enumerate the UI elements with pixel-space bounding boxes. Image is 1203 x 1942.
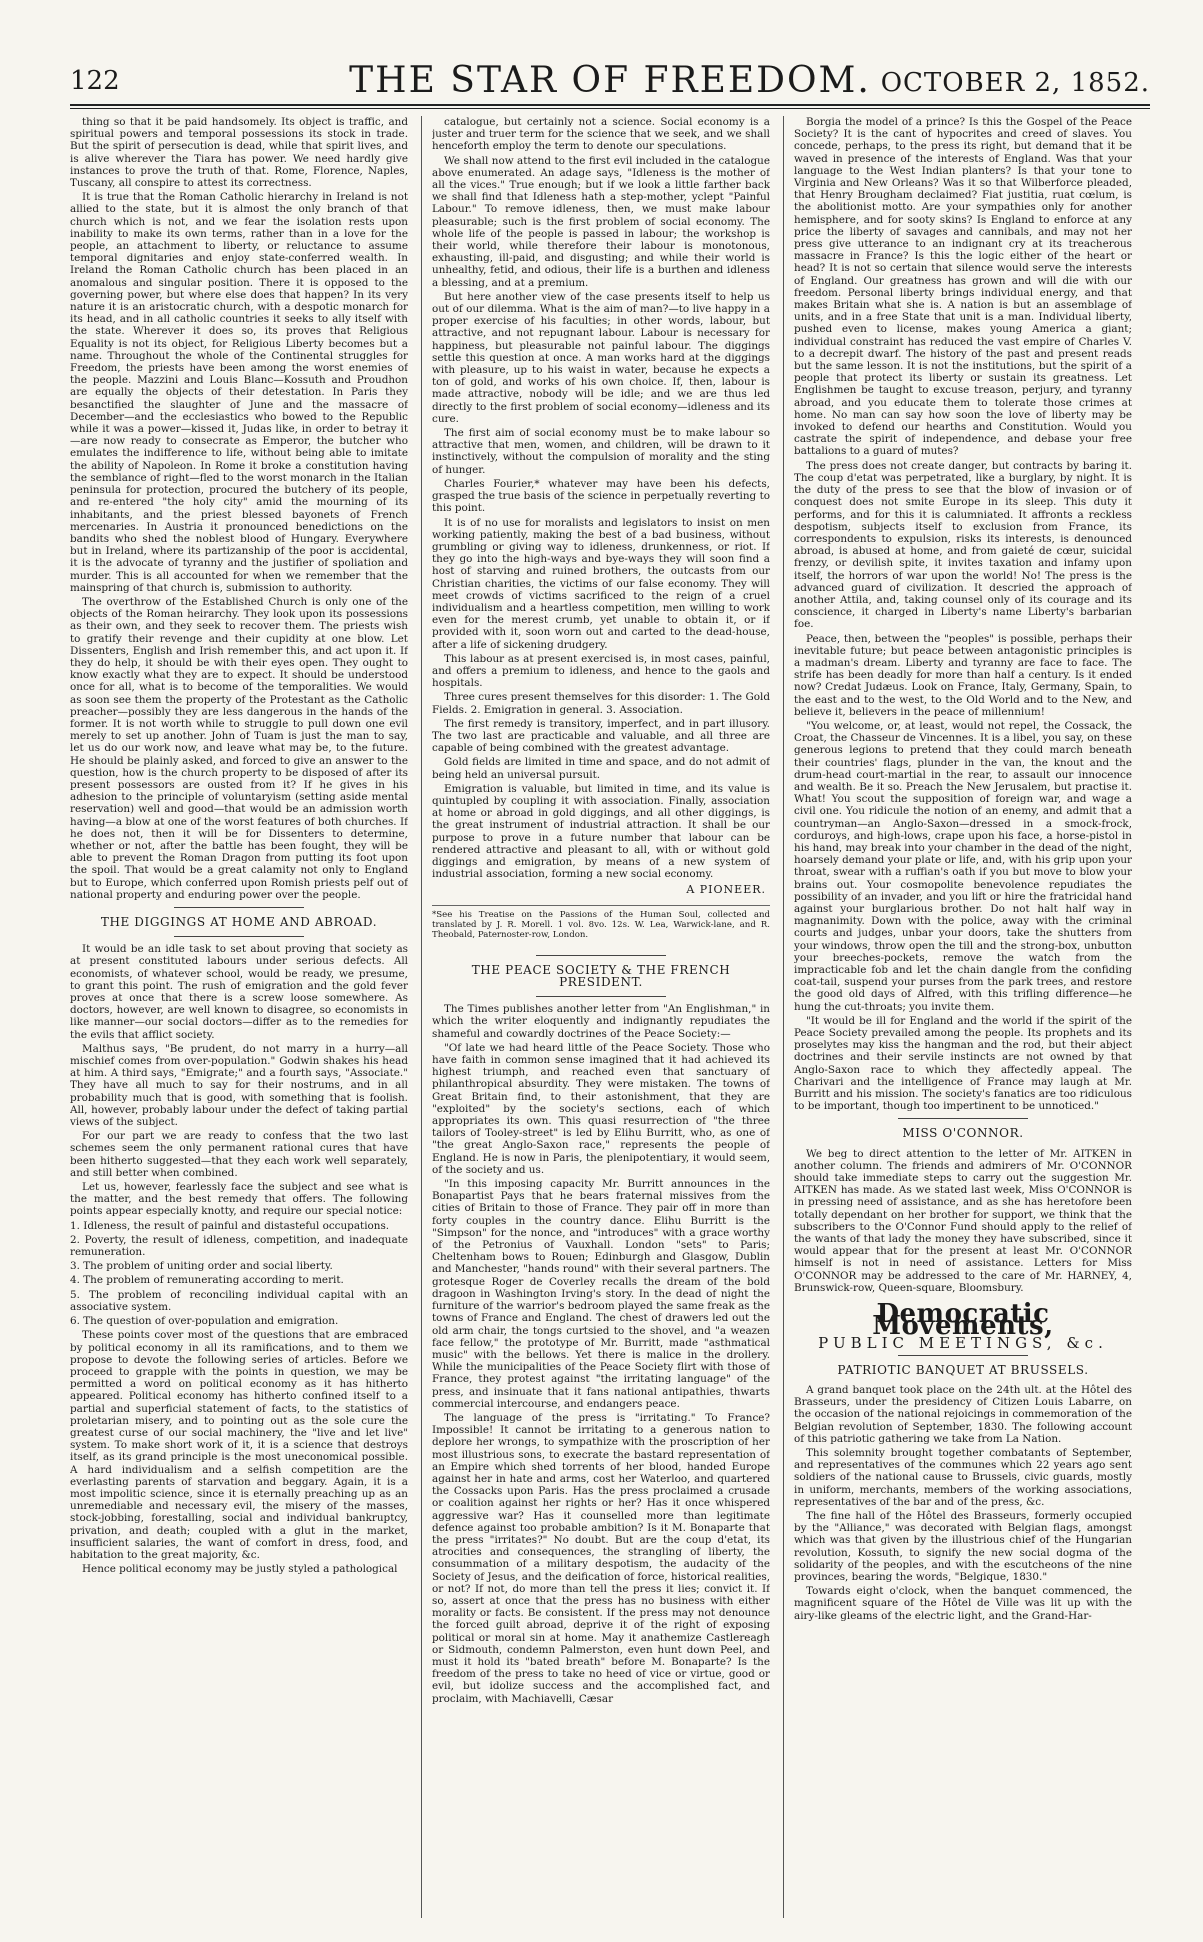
list-item: 5. The problem of reconciling individual capital with an associative system.	[70, 1288, 408, 1313]
paragraph: The first aim of social economy must be to make labour so attractive that men, women, and children, will be drawn to it instinctively, without the compulsion of morality and the sting of hunger.	[432, 427, 770, 476]
masthead-title: THE STAR OF FREEDOM.	[349, 60, 871, 101]
paragraph: "You welcome, or, at least, would not repel, the Cossack, the Croat, the Chasseur de Vincennes. It is a libel, you say, on these generous legions to pretend that they could march beneath their countries' flags, plunder in the van, the knout and the drum-head court-martial in the rear, to assault our innocence and wealth. Be it so. Preach the New Jerusalem, but practise it. What! You scout the supposition of foreign war, and wage a civil one. You ridicule the notion of an enemy, and admit that a countryman—an Anglo-Saxon—dressed in a smock-frock, corduroys, and high-lows, crape upon his face, a horse-pistol in his hand, may break into your chamber in the dead of the night, hoarsely demand your plate or life, and, with his grip upon your throat, swear with a ruffian's oath if you but move to blow your brains out. Your cosmopolite benevolence repudiates the possibility of an invader, and you lift or hire the fratricidal hand against your burglarious brother. Do not halt half way in magnanimity. Down with the police, away with the criminal courts and judges, unbar your doors, take the shutters from your windows, throw open the till and the strong-box, unbutton your breeches-pockets, remove the watch from the impracticable fob and let the chain dangle from the confiding coat-tail, suspend your purses from the park trees, and restore the good old days of Alfred, with this trifling difference—he hung the cut-throats; you invite them.	[794, 719, 1132, 1013]
paragraph: Borgia the model of a prince? Is this the Gospel of the Peace Society? It is the cant of hypocrites and creed of slaves. You concede, perhaps, to the press its right, but demand that it be waved in presence of the interests of England. Was that your language to the West Indian planters? Is that your tone to Virginia and New Orleans? Was it so that Wilberforce pleaded, that Henry Brougham declaimed? Fiat justitia, ruat cœlum, is the abolitionist motto. Are your sympathies only for another hemisphere, and for sooty skins? Is England to enforce at any price the liberty of savages and cannibals, and may not her press give utterance to an indignant cry at its treacherous massacre in France? Is this the logic either of the heart or head? It is not so certain that silence would serve the interests of England. Our greatness has grown and will die with our freedom. Personal liberty brings individual energy, and that makes Britain what she is. A nation is but an assemblage of units, and in a free State that unit is a man. Individual liberty, pushed even to license, makes young America a giant; individual constraint has reduced the vast empire of Charles V. to a decrepit dwarf. The history of the past and present reads but the same lesson. It is not the institutions, but the spirit of a people that protect its liberty or sustain its greatness. Let Englishmen be taught to excuse treason, perjury, and tyranny abroad, and you educate them to tolerate those crimes at home. No man can say how soon the love of liberty may be invoked to defend our hearths and Constitution. Would you castrate the spirit of independence, and debase your free battalions to a guard of mutes?	[794, 116, 1132, 458]
section-rule	[536, 955, 666, 956]
paragraph: But here another view of the case presents itself to help us out of our dilemma. What is the aim of man?—to live happy in a proper exercise of his faculties; in other words, labour, but attractive, and not repugnant labour. Labour is necessary for happiness, but pleasurable not painful labour. The diggings settle this question at once. A man works hard at the diggings with pleasure, up to his waist in water, because he expects a ton of gold, and works of his own choice. If, then, labour is made attractive, nobody will be idle; and we are thus led directly to the first problem of social economy—idleness and its cure.	[432, 290, 770, 425]
paragraph: "In this imposing capacity Mr. Burritt announces in the Bonapartist Pays that he bears fraternal missives from the cities of Britain to those of France. They pair off in more than forty couples in the country dance. Elihu Burritt is the "Simpson" for the nonce, and "introduces" with a grace worthy of the Petronius of Vauxhall. London "sets" to Paris; Cheltenham bows to Rouen; Edinburgh and Glasgow, Dublin and Manchester, "hands round" with their several partners. The grotesque Roger de Coverley recalls the dream of the bold dragoon in Washington Irving's story. In the dead of night the furniture of the warrior's bedroom played the same freak as the towns of France and England. The chest of drawers led out the old arm chair, the tongs curtsied to the shovel, and "a weazen face fellow," the prototype of Mr. Burritt, made "asthmatical music" with the bellows. Yet there is malice in the drollery. While the municipalities of the Peace Society flirt with those of France, they protest against "the irritating language" of the press, and insinuate that it fans national antipathies, thwarts commercial intercourse, and endangers peace.	[432, 1178, 770, 1410]
paragraph: A grand banquet took place on the 24th ult. at the Hôtel des Brasseurs, under the presidency of Citizen Louis Labarre, on the occasion of the national rejoicings in commemoration of the Belgian revolution of September, 1830. The following account of this patriotic gathering we take from La Nation.	[794, 1383, 1132, 1445]
section-rule	[536, 996, 666, 997]
paragraph: We shall now attend to the first evil included in the catalogue above enumerated. An adage says, "Idleness is the mother of all the vices." True enough; but if we look a little farther back we shall find that Idleness hath a step-mother, yclept "Painful Labour." To remove idleness, then, we must make labour pleasurable; such is the first problem of social economy. The whole life of the people is passed in labour; the workshop is their world, while therefore their labour is monotonous, exhausting, ill-paid, and disgusting; and while their world is unhealthy, fetid, and odious, their life is a burthen and idleness a blessing, and at a premium.	[432, 154, 770, 289]
paragraph: We beg to direct attention to the letter of Mr. AITKEN in another column. The friends and admirers of Mr. O'CONNOR should take immediate steps to carry out the suggestion Mr. AITKEN has made. As we stated last week, Miss O'CONNOR is in pressing need of assistance, and as she has heretofore been totally dependant on her brother for support, we think that the subscribers to the O'Connor Fund should apply to the relief of the wants of that lady the money they have subscribed, since it would appear that for the present at least Mr. O'CONNOR himself is not in need of assistance. Letters for Miss O'CONNOR may be addressed to the care of Mr. HARNEY, 4, Brunswick-row, Queen-square, Bloomsbury.	[794, 1147, 1132, 1294]
paragraph: The first remedy is transitory, imperfect, and in part illusory. The two last are practicable and valuable, and all three are capable of being combined with the greatest advantage.	[432, 717, 770, 755]
issue-date: OCTOBER 2, 1852.	[880, 68, 1150, 98]
article-heading-diggings: THE DIGGINGS AT HOME AND ABROAD.	[100, 915, 378, 929]
paragraph: Charles Fourier,* whatever may have been his defects, grasped the true basis of the science in perpetually reverting to this point.	[432, 477, 770, 515]
problem-list	[70, 1220, 408, 1328]
paragraph: This labour as at present exercised is, in most cases, painful, and offers a premium to idleness, and hence to the gaols and hospitals.	[432, 652, 770, 690]
column-3	[794, 116, 1132, 1918]
paragraph: Emigration is valuable, but limited in time, and its value is quintupled by coupling it with association. Finally, association at home or abroad in gold diggings, and all other diggings, is the great instrument of industrial attraction. It shall be our purpose to prove in a future number that labour can be rendered attractive and pleasant to all, with or without gold diggings and emigration, by means of a new system of industrial association, forming a new social economy.	[432, 782, 770, 881]
page-header	[70, 58, 1150, 106]
paragraph: These points cover most of the questions that are embraced by political economy in all its ramifications, and to them we propose to devote the following series of articles. Before we proceed to grapple with the points in question, we may be permitted a word on political economy as it has hitherto appeared. Political economy has hitherto confined itself to a partial and superficial statement of facts, to the statistics of proletarian misery, and to pointing out as the sole cure the greatest curse of our social machinery, the "live and let live" system. To make short work of it, it is a science that destroys itself, as its grand principle is the most uneconomical possible. A hard individualism and a selfish competition are the everlasting parents of starvation and beggary. Again, it is a most impolitic science, since it is eternally preaching up as an unremediable and necessary evil, the misery of the masses, stock-jobbing, forestalling, social and individual bankruptcy, privation, and death; coupled with a glut in the market, insufficient salaries, the want of comfort in dress, food, and habitation to the great majority, &c.	[70, 1329, 408, 1561]
paragraph: The overthrow of the Established Church is only one of the objects of the Roman heirarchy. They look upon its possessions as their own, and they seek to recover them. The priests wish to gratify their revenge and their cupidity at one blow. Let Dissenters, English and Irish remember this, and act upon it. If they do help, it should be with their eyes open. They ought to know exactly what they are to expect. It should be understood once for all, what is to become of the temporalities. We would as soon see them the property of the Protestant as the Catholic preacher—possibly they are less dangerous in the hands of the former. It is not worth while to struggle to pull down one evil merely to set up another. John of Tuam is just the man to say, let us do our work now, and leave what may be, to the future. He should be plainly asked, and forced to give an answer to the question, how is the church property to be disposed of after its present possessors are ousted from it? If he gives in his adhesion to the principle of voluntaryism (setting aside mental reservation) well and good—that would be an admission worth having—a blow at one of the worst features of both churches. If he does not, then it will be for Dissenters to determine, whether or not, after the battle has been fought, they will be able to prevent the Roman Dragon from putting its foot upon the spoil. That would be a great calamity not only to England but to Europe, which conferred upon Romish priests pelf out of national property and enduring power over the people.	[70, 595, 408, 901]
column-divider	[421, 116, 422, 1918]
paragraph: This solemnity brought together combatants of September, and representatives of the communes which 22 years ago sent soldiers of the national cause to Brussels, civic guards, mostly in uniform, merchants, members of the working associations, representatives of the bar and of the press, &c.	[794, 1446, 1132, 1508]
section-heading-democratic-movements: Democratic Movements,	[872, 1299, 1054, 1342]
paragraph: Gold fields are limited in time and space, and do not admit of being held an universal pursuit.	[432, 756, 770, 781]
paragraph: Let us, however, fearlessly face the subject and see what is the matter, and the best remedy that offers. The following points appear especially knotty, and require our special notice:	[70, 1181, 408, 1218]
list-item: 1. Idleness, the result of painful and distasteful occupations.	[70, 1219, 390, 1232]
article-heading-banquet: PATRIOTIC BANQUET AT BRUSSELS.	[837, 1362, 1089, 1377]
header-rule	[70, 108, 1150, 109]
paragraph: The Times publishes another letter from "An Englishman," in which the writer eloquently and indignantly repudiates the shameful and cowardly doctrines of the Peace Society:—	[432, 1003, 770, 1040]
paragraph: It is true that the Roman Catholic hierarchy in Ireland is not allied to the state, but it is almost the only branch of that church which is not, and we fear the isolation rests upon inability to make its own terms, rather than in a love for the people, an attachment to liberty, or reluctance to assume temporal dignitaries and enjoy state-conferred wealth. In Ireland the Roman Catholic church has been placed in an anomalous and singular position. There it is opposed to the governing power, but where else does that happen? In its very nature it is an aristocratic church, with a despotic monarch for its head, and in all catholic countries it seeks to ally itself with the state. Wherever it does so, its proves that Religious Equality is not its object, for Religious Liberty becomes but a name. Throughout the whole of the Continental struggles for Freedom, the priests have been among the worst enemies of the people. Mazzini and Louis Blanc—Kossuth and Proudhon are equally the objects of their detestation. In Paris they besanctified the slaughter of June and the massacre of December—and the ecclesiastics who bowed to the Republic while it was a power—kissed it, Judas like, in order to betray it—are now ready to consecrate as Emperor, the butcher who emulates the indifference to life, without being able to imitate the ability of Napoleon. In Rome it broke a constitution having the semblance of right—fled to the worst monarch in the Italian peninsula for protection, procured the butchery of its people, and re-entered "the holy city" amid the mourning of its inhabitants, and the priest blessed bayonets of French mercenaries. In Austria it pronounced benedictions on the bandits who shed the noblest blood of Hungary. Everywhere but in Ireland, where its partizanship of the poor is accidental, it is the advocate of tyranny and the justifier of spoliation and murder. This is all accounted for when we remember that the mainspring of that church is, submission to authority.	[70, 191, 408, 594]
paragraph: thing so that it be paid handsomely. Its object is traffic, and spiritual powers and temporal possessions its stock in trade. But the spirit of persecution is dead, while that spirit lives, and is alive wherever the Tiara has power. We need hardly give instances to prove the truth of that. Rome, Florence, Naples, Tuscany, all conspire to attest its correctness.	[70, 116, 408, 190]
list-item: 3. The problem of uniting order and social liberty.	[70, 1260, 333, 1273]
section-subheading: PUBLIC MEETINGS, &c.	[818, 1333, 1108, 1352]
paragraph: The fine hall of the Hôtel des Brasseurs, formerly occupied by the "Alliance," was decorated with Belgian flags, amongst which was that given by the illustrious chief of the Hungarian revolution, Kossuth, to signify the new social dogma of the solidarity of the peoples, and with the escutcheons of the nine provinces, bearing the words, "Belgique, 1830."	[794, 1509, 1132, 1583]
paragraph: Hence political economy may be justly styled a pathological	[82, 1563, 398, 1576]
column-2	[432, 116, 770, 1918]
paragraph: Three cures present themselves for this disorder: 1. The Gold Fields. 2. Emigration in general. 3. Association.	[432, 691, 770, 716]
article-heading-peace-society: THE PEACE SOCIETY & THE FRENCH PRESIDENT.	[471, 962, 731, 990]
section-rule	[174, 936, 304, 937]
paragraph: Towards eight o'clock, when the banquet commenced, the magnificent square of the Hôtel de Ville was lit up with the airy-like gleams of the electric light, and the Grand-Har-	[794, 1585, 1132, 1622]
paragraph: It would be an idle task to set about proving that society as at present constituted labours under serious defects. All economists, of whatever school, would be ready, we presume, to grant this point. The rush of emigration and the gold fever proves at once that there is a screw loose somewhere. As doctors, however, are well known to disagree, so economists in like manner—our social doctors—differ as to the remedies for the evils that afflict society.	[70, 943, 408, 1041]
paragraph: For our part we are ready to confess that the two last schemes seem the only permanent rational cures that have been hitherto suggested—that they each work well separately, and still better when combined.	[70, 1130, 408, 1179]
paragraph: The language of the press is "irritating." To France? Impossible! It cannot be irritating to a generous nation to deplore her wrongs, to sympathize with the proscription of her most illustrious sons, to execrate the bastard representation of an Empire which shed torrents of her blood, handed Europe against her in hate and arms, cost her Waterloo, and quartered the Cossacks upon Paris. Has the press proclaimed a crusade or coalition against her rights or her? Has it once whispered aggressive war? Has it counselled more than legitimate defence against too probable ambition? Is it M. Bonaparte that the press "irritates?" No doubt. But are the coup d'etat, its atrocities and consequences, the strangling of liberty, the consummation of a military despotism, the audacity of the Society of Jesus, and the deification of force, historical realities, or not? If not, do more than tell the press it lies; convict it. If so, assert at once that the press has no business with either morality or facts. Be consistent. If the press may not denounce the forced guilt abroad, deprive it of the right of exposing political or moral sin at home. May it anathemize Castlereagh or Sidmouth, condemn Palmerston, even hunt down Peel, and must it hold its "bated breath" before M. Bonaparte? Is the freedom of the press to take no heed of vice or virtue, good or evil, but idolize success and the accomplished fact, and proclaim, with Machiavelli, Cæsar	[432, 1411, 770, 1705]
section-rule	[174, 907, 304, 908]
paragraph: catalogue, but certainly not a science. Social economy is a juster and truer term for the science that we seek, and we shall henceforth employ the term to denote our speculations.	[432, 116, 770, 153]
signature: A PIONEER.	[686, 883, 766, 897]
paragraph: Peace, then, between the "peoples" is possible, perhaps their inevitable future; but peace between antagonistic principles is a madman's dream. Liberty and tyranny are face to face. The strife has been deadly for more than half a century. Is it ended now? Credat Judæus. Look on France, Italy, Germany, Spain, to the east and to the west, to the Old World and to the New, and believe it, believers in the peace of millennium!	[794, 632, 1132, 718]
column-divider	[783, 116, 784, 1918]
list-item: 6. The question of over-population and emigration.	[70, 1315, 339, 1328]
paragraph: The press does not create danger, but contracts by baring it. The coup d'etat was perpetrated, like a burglary, by night. It is the duty of the press to see that the blow of invasion or of conquest does not smite Europe in its sleep. This duty it performs, and for this it is calumniated. It affronts a reckless despotism, subjects itself to exclusion from France, its correspondents to expulsion, risks its interests, is denounced abroad, is abused at home, and from gaieté de cœur, suicidal frenzy, or devilish spite, it invites taxation and infamy upon itself, the horrors of war upon the world! No! The press is the advanced guard of civilization. It descried the approach of another Attila, and, taking counsel only of its courage and its conscience, it charged in Liberty's name Liberty's barbarian foe.	[794, 459, 1132, 631]
paragraph: "It would be ill for England and the world if the spirit of the Peace Society prevailed among the people. Its prophets and its proselytes may kiss the hangman and the rod, but their abject doctrines and their servile instincts are not owned by that Anglo-Saxon race to which they affectedly appeal. The Charivari and the intelligence of France may laugh at Mr. Burritt and his mission. The society's fanatics are too ridiculous to be important, though too impertinent to be unnoticed."	[794, 1014, 1132, 1113]
paragraph: "Of late we had heard little of the Peace Society. Those who have faith in common sense imagined that it had achieved its highest triumph, and reached even that sanctuary of philanthropical absurdity. They were mistaken. The towns of Great Britain find, to their astonishment, that they are "exploited" by the society's sections, each of which appropriates its own. This quasi resurrection of "the three tailors of Tooley-street" is led by Elihu Burritt, who, as one of "the great Anglo-Saxon race," represents the people of England. He is now in Paris, the plenipotentiary, it would seem, of the society and us.	[432, 1041, 770, 1176]
footnote: *See his Treatise on the Passions of the Human Soul, collected and translated by J. R. Morell. 1 vol. 8vo. 12s. W. Lea, Warwick-lane, and R. Theobald, Paternoster-row, London.	[432, 905, 770, 941]
page-number: 122	[70, 66, 120, 96]
list-item: 4. The problem of remunerating according to merit.	[70, 1274, 344, 1287]
column-1	[70, 116, 408, 1918]
list-item: 2. Poverty, the result of idleness, competition, and inadequate remuneration.	[70, 1233, 408, 1259]
article-heading-oconnor: MISS O'CONNOR.	[902, 1126, 1024, 1141]
paragraph: It is of no use for moralists and legislators to insist on men working patiently, making the best of a bad business, without grumbling or giving way to idleness, drunkenness, or riot. If they go into the high-ways and bye-ways they will soon find a host of starving and ruined brothers, the outcasts from our Christian charities, the victims of our false economy. They will meet crowds of victims sacrificed to the reign of a cruel individualism and a heartless competition, men willing to work even for the merest crumb, yet unable to obtain it, or if provided with it, soon worn out and carted to the dead-house, after a life of sickening drudgery.	[432, 516, 770, 651]
section-rule	[898, 1118, 1028, 1119]
section-rule	[898, 1355, 1028, 1356]
paragraph: Malthus says, "Be prudent, do not marry in a hurry—all mischief comes from over-population." Godwin shakes his head at him. A third says, "Emigrate;" and a fourth says, "Associate." They have all much to say for their nostrums, and in all probability much that is good, with something that is foolish. All, however, probably labour under the defect of taking partial views of the subject.	[70, 1042, 408, 1129]
